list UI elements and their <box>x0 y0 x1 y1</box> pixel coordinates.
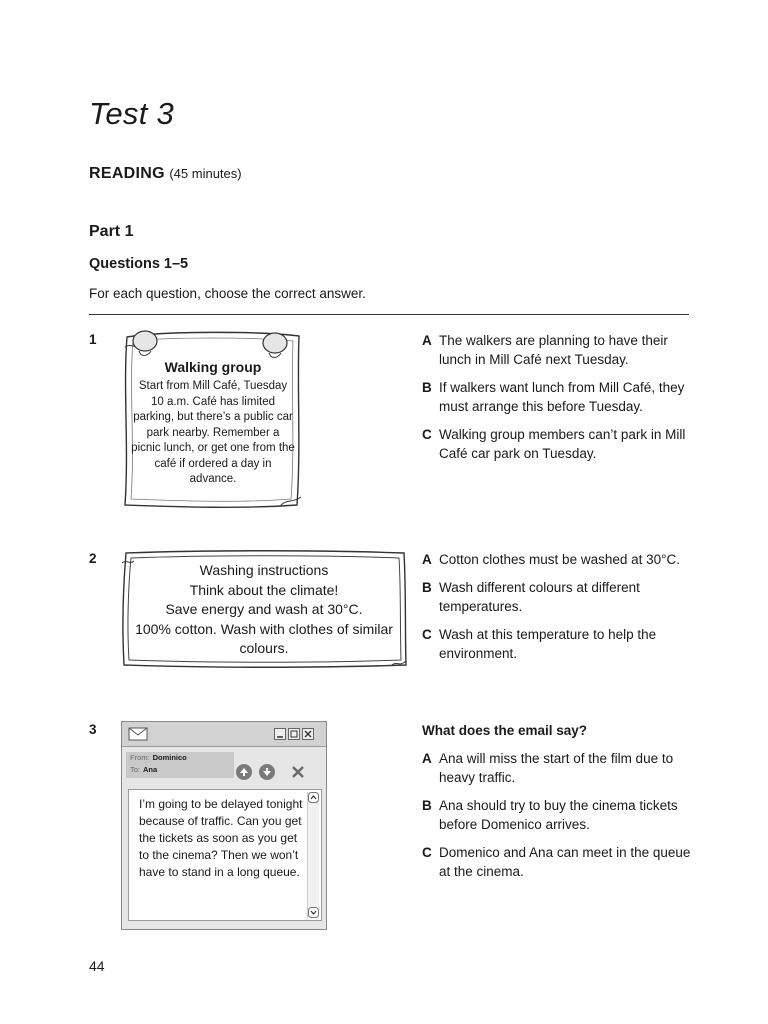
email-titlebar <box>122 722 326 747</box>
label-line: Washing instructions <box>199 562 329 578</box>
option-letter: C <box>422 427 432 442</box>
label-line: Think about the climate! <box>189 581 339 598</box>
option-letter: B <box>422 380 432 395</box>
question-number: 1 <box>89 332 97 347</box>
arrow-down-icon[interactable] <box>259 764 275 780</box>
option-letter: C <box>422 845 432 860</box>
label-line: Save energy and wash at 30°C. <box>165 601 363 617</box>
from-key: From: <box>130 753 150 762</box>
close-icon[interactable] <box>302 728 314 740</box>
option-a[interactable] <box>422 550 702 569</box>
instruction-text: For each question, choose the correct answer. <box>89 286 366 301</box>
walking-group-notice <box>121 327 305 510</box>
option-letter: B <box>422 798 432 813</box>
part-heading: Part 1 <box>89 223 134 240</box>
email-from: Dominico <box>152 753 187 762</box>
option-text: Ana will miss the start of the film due to heavy traffic. <box>439 751 674 785</box>
option-text: If walkers want lunch from Mill Café, they must arrange this before Tuesday. <box>439 380 685 414</box>
email-to: Ana <box>143 765 158 774</box>
question-range: Questions 1–5 <box>89 256 189 272</box>
answer-options <box>422 550 702 672</box>
minimize-icon[interactable] <box>274 728 286 740</box>
option-c[interactable] <box>422 425 702 463</box>
option-c[interactable] <box>422 625 702 663</box>
option-b[interactable] <box>422 796 702 834</box>
delete-icon[interactable] <box>290 764 306 780</box>
test-title: Test 3 <box>89 96 175 131</box>
answer-options <box>422 331 702 472</box>
option-text: Domenico and Ana can meet in the queue at the cinema. <box>439 845 691 879</box>
option-text: Ana should try to buy the cinema tickets before Domenico arrives. <box>439 798 678 832</box>
option-text: Wash different colours at different temperatures. <box>439 580 640 614</box>
email-from-row <box>130 752 234 764</box>
email-header-fields <box>126 752 234 778</box>
to-key: To: <box>130 765 141 774</box>
section-heading <box>89 165 242 183</box>
option-a[interactable] <box>422 331 702 369</box>
scroll-down-icon[interactable] <box>308 907 319 918</box>
page-number: 44 <box>89 958 105 974</box>
option-text: The walkers are planning to have their lunch in Mill Café next Tuesday. <box>439 333 668 367</box>
maximize-icon[interactable] <box>288 728 300 740</box>
option-letter: A <box>422 552 432 567</box>
option-a[interactable] <box>422 749 702 787</box>
email-scrollbar[interactable] <box>307 792 319 918</box>
email-text: I’m going to be delayed tonight because of traffic. Can you get the tickets as soon as you get to the cinema? Then we won’t have to stand in a long queue. <box>139 797 303 879</box>
option-letter: A <box>422 751 432 766</box>
washing-label <box>120 549 408 669</box>
notice-title: Walking group <box>164 359 262 375</box>
envelope-icon <box>128 727 148 741</box>
label-line: 100% cotton. Wash with clothes of similar colours. <box>135 620 393 656</box>
scroll-up-icon[interactable] <box>308 792 319 803</box>
option-c[interactable] <box>422 843 702 881</box>
option-letter: C <box>422 627 432 642</box>
answer-options <box>422 721 702 890</box>
section-duration: (45 minutes) <box>169 166 242 181</box>
option-text: Cotton clothes must be washed at 30°C. <box>439 552 681 567</box>
email-body <box>128 789 322 921</box>
option-letter: A <box>422 333 432 348</box>
email-window <box>121 721 327 930</box>
option-text: Walking group members can’t park in Mill Café car park on Tuesday. <box>439 427 686 461</box>
option-letter: B <box>422 580 432 595</box>
option-b[interactable] <box>422 378 702 416</box>
question-number: 3 <box>89 722 97 737</box>
option-b[interactable] <box>422 578 702 616</box>
notice-body: Start from Mill Café, Tuesday 10 a.m. Café has limited parking, but there’s a public car park nearby. Remember a picnic lunch, or get one from the café if ordered a day in advance. <box>131 380 295 485</box>
arrow-up-icon[interactable] <box>236 764 252 780</box>
option-text: Wash at this temperature to help the environment. <box>439 627 657 661</box>
section-name: READING <box>89 165 165 182</box>
question-number: 2 <box>89 551 97 566</box>
email-to-row <box>130 764 234 776</box>
divider <box>89 314 689 315</box>
question-prompt: What does the email say? <box>422 723 588 738</box>
